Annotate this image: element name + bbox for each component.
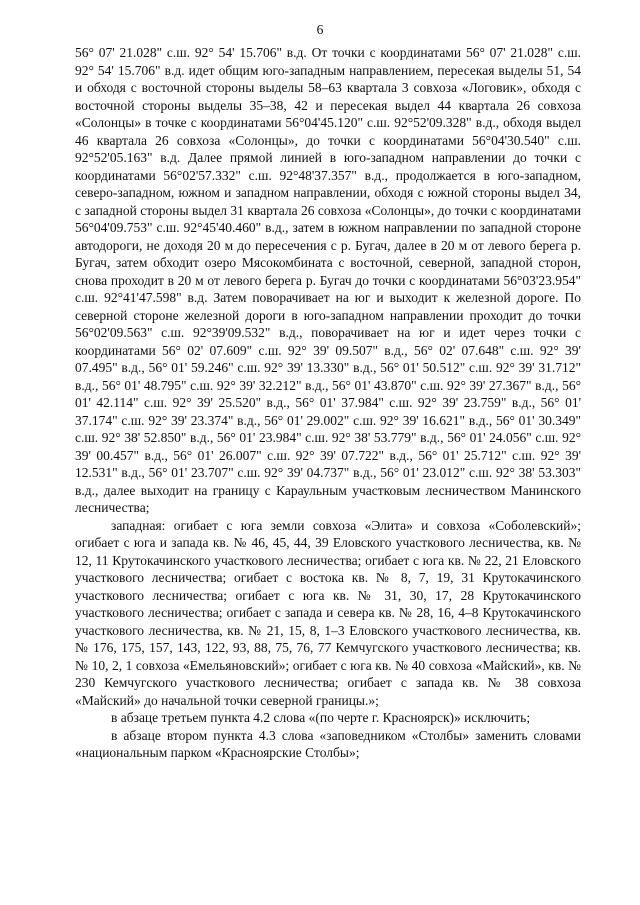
paragraph-amendment-4-3: в абзаце втором пункта 4.3 слова «заповедником «Столбы» заменить словами «национальным парком «Красноярские Столбы»; xyxy=(75,727,581,760)
document-body xyxy=(75,44,581,762)
paragraph-amendment-4-2: в абзаце третьем пункта 4.2 слова «(по черте г. Красноярск)» исключить; xyxy=(111,710,531,725)
page-number: 6 xyxy=(316,22,324,37)
paragraph-western-boundary: западная: огибает с юга земли совхоза «Элита» и совхоза «Соболевский»; огибает с юга и запада кв. № 46, 45, 44, 39 Еловского участкового лесничества, кв. № 12, 11 Крутокачинского участкового лесничества; огибает с юга кв. № 22, 21 Еловского участкового лесничества; огибает с востока кв. № 8, 7, 19, 31 Крутокачинского участкового лесничества; огибает с юга кв. № 31, 30, 17, 28 Крутокачинского участкового лесничества; огибает с запада и севера кв. № 28, 16, 4–8 Крутокачинского участкового лесничества, кв. № 21, 15, 8, 1–3 Еловского участкового лесничества, кв. № 176, 175, 157, 143, 122, 93, 88, 75, 76, 77 Кемчугского участкового лесничества; кв. № 10, 2, 1 совхоза «Емельяновский»; огибает с юга кв. № 40 совхоза «Майский», кв. № 230 Кемчугского участкового лесничества; огибает с запада кв. № 38 совхоза «Майский» до начальной точки северной границы.»; xyxy=(75,517,581,708)
paragraph-boundary-coordinates: 56° 07' 21.028" с.ш. 92° 54' 15.706" в.д. От точки с координатами 56° 07' 21.028" с.ш. 92° 54' 15.706" в.д. идет общим юго-западным направлением, пересекая выделы 51, 54 и обходя с восточной стороны выделы 58–63 квартала 3 совхоза «Логовик», обходя с восточной стороны выделы 35–38, 42 и пересекая выдел 44 квартала 26 совхоза «Солонцы» в точке с координатами 56°04'45.120" с.ш. 92°52'09.328" в.д., обходя выдел 46 квартала 26 совхоза «Солонцы», до точки с координатами 56°04'30.540" с.ш. 92°52'05.163" в.д. Далее прямой линией в юго-западном направлении до точки с координатами 56°02'57.332" с.ш. 92°48'37.357" в.д., продолжается в юго-западном, северо-западном, южном и западном направлении, обходя с южной стороны выдел 34, с западной стороны выдел 31 квартала 26 совхоза «Солонцы», до точки с координатами 56°04'09.753" с.ш. 92°45'40.460" в.д., затем в южном направлении по западной стороне автодороги, не доходя 20 м до пересечения с р. Бугач, далее в 20 м от левого берега р. Бугач, затем обходит озеро Мясокомбината с восточной, северной, западной сторон, снова проходит в 20 м от левого берега р. Бугач до точки с координатами 56°03'23.954" с.ш. 92°41'47.598" в.д. Затем поворачивает на юг и выходит к железной дороге. По северной стороне железной дороги в юго-западном направлении проходит до точки 56°02'09.563" с.ш. 92°39'09.532" в.д., поворачивает на юг и идет через точки с координатами 56° 02' 07.609" с.ш. 92° 39' 09.507" в.д., 56° 02' 07.648" с.ш. 92° 39' 07.495" в.д., 56° 01' 59.246" с.ш. 92° 39' 13.330" в.д., 56° 01' 50.512" с.ш. 92° 39' 31.712" в.д., 56° 01' 48.795" с.ш. 92° 39' 32.212" в.д., 56° 01' 43.870" с.ш. 92° 39' 27.367" в.д., 56° 01' 42.114" с.ш. 92° 39' 25.520" в.д., 56° 01' 37.984" с.ш. 92° 39' 23.759" в.д., 56° 01' 37.174" с.ш. 92° 39' 23.374" в.д., 56° 01' 29.002" с.ш. 92° 39' 16.621" в.д., 56° 01' 30.349" с.ш. 92° 38' 52.850" в.д., 56° 01' 23.984" с.ш. 92° 38' 53.779" в.д., 56° 01' 24.056" с.ш. 92° 39' 00.457" в.д., 56° 01' 26.007" с.ш. 92° 39' 07.722" в.д., 56° 01' 25.712" с.ш. 92° 39' 12.531" в.д., 56° 01' 23.707" с.ш. 92° 39' 04.737" в.д., 56° 01' 23.012" с.ш. 92° 38' 53.303" в.д., далее выходит на границу с Караульным участковым лесничеством Манинского лесничества; xyxy=(75,45,581,515)
